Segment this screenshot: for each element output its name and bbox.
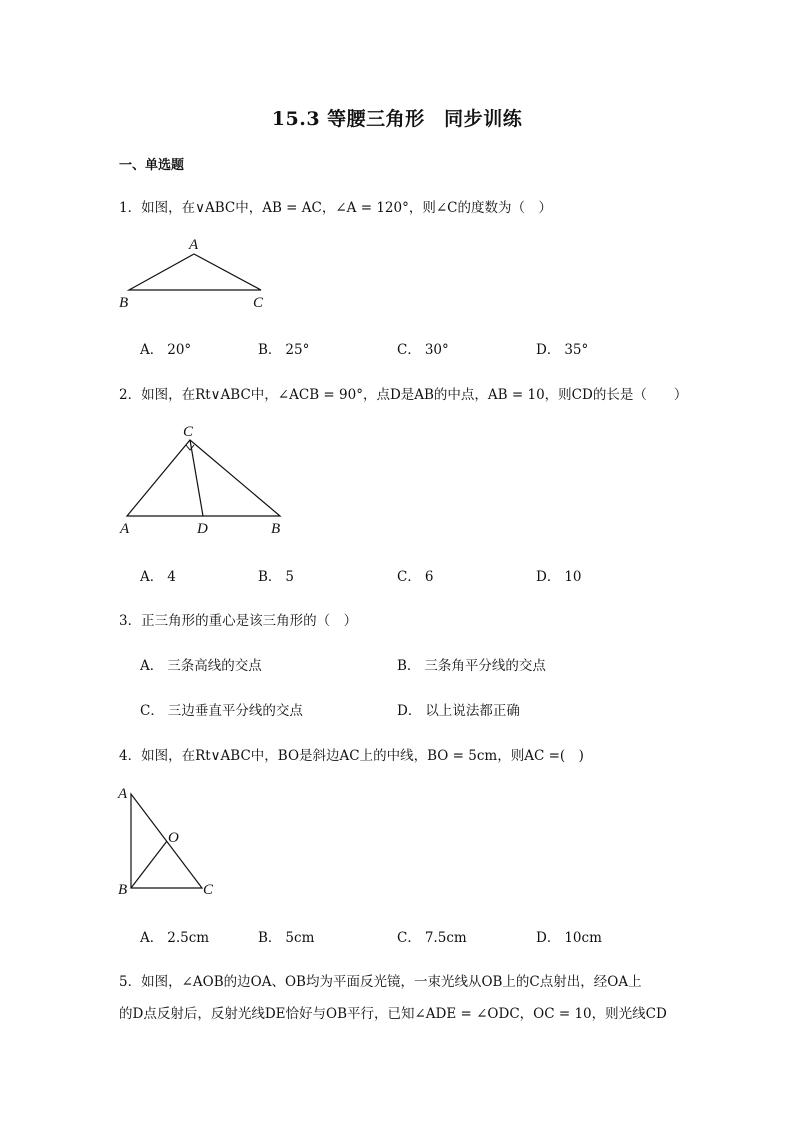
q1-label-a: A (189, 237, 199, 253)
question-2-option-c[interactable]: C． 6 (397, 569, 434, 585)
question-1-option-a[interactable]: A． 20° (140, 342, 192, 358)
q2-label-a: A (120, 521, 130, 537)
page-title: 15.3 等腰三角形 同步训练 (271, 108, 523, 130)
q4-label-a: A (118, 786, 128, 802)
question-4-stem: 4．如图，在Rt∨ABC中，BO是斜边AC上的中线，BO = 5cm，则AC =( ) (119, 748, 584, 764)
question-3-option-a[interactable]: A． 三条高线的交点 (140, 658, 262, 674)
question-2-option-d[interactable]: D． 10 (536, 569, 582, 585)
question-1-stem: 1．如图，在∨ABC中，AB = AC，∠A = 120°，则∠C的度数为（ ） (119, 200, 552, 216)
question-3-option-b[interactable]: B． 三条角平分线的交点 (397, 658, 546, 674)
q4-label-b: B (118, 882, 128, 898)
section-heading: 一、单选题 (119, 158, 185, 173)
question-5-stem-line-2: 的D点反射后，反射光线DE恰好与OB平行，已知∠ADE = ∠ODC，OC = 10，则光线CD (119, 1006, 667, 1022)
question-1-option-b[interactable]: B． 25° (258, 342, 310, 358)
question-2-stem: 2．如图，在Rt∨ABC中，∠ACB = 90°，点D是AB的中点，AB = 10，则CD的长是（ ） (119, 387, 688, 403)
question-4-option-b[interactable]: B． 5cm (258, 930, 315, 946)
question-4-option-d[interactable]: D． 10cm (536, 930, 602, 946)
q4-label-o: O (168, 830, 179, 846)
q2-label-c: C (183, 424, 194, 440)
question-2-option-a[interactable]: A． 4 (140, 569, 176, 585)
question-4-option-a[interactable]: A． 2.5cm (140, 930, 210, 946)
q2-label-d: D (197, 521, 208, 537)
question-4-option-c[interactable]: C． 7.5cm (397, 930, 467, 946)
question-3-option-d[interactable]: D． 以上说法都正确 (397, 703, 520, 719)
question-2-figure (115, 420, 295, 540)
question-1-option-c[interactable]: C． 30° (397, 342, 449, 358)
question-4-figure (115, 782, 225, 902)
question-3-option-c[interactable]: C． 三边垂直平分线的交点 (140, 703, 303, 719)
question-1-option-d[interactable]: D． 35° (536, 342, 589, 358)
question-3-stem: 3．正三角形的重心是该三角形的（ ） (119, 613, 358, 629)
question-1-figure (115, 232, 275, 312)
question-5-stem-line-1: 5．如图，∠AOB的边OA、OB均为平面反光镜，一束光线从OB上的C点射出，经OA上 (119, 974, 642, 990)
q2-label-b: B (271, 521, 281, 537)
question-2-option-b[interactable]: B． 5 (258, 569, 295, 585)
q1-label-c: C (253, 295, 264, 311)
q4-label-c: C (203, 882, 214, 898)
q1-label-b: B (119, 295, 129, 311)
